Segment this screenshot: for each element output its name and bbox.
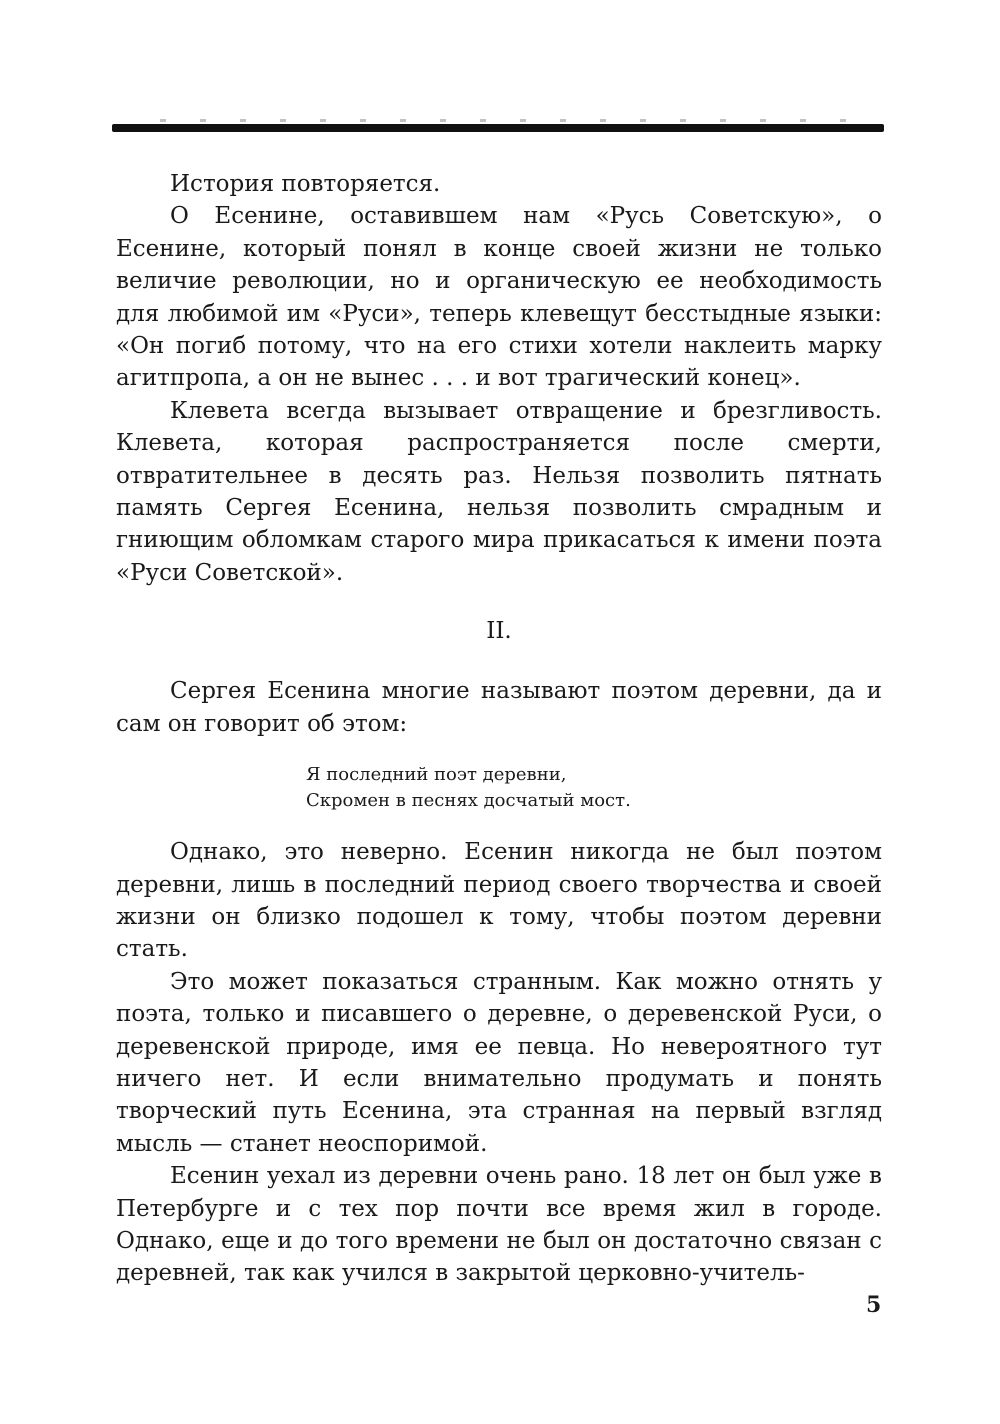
text-block bbox=[116, 168, 882, 1290]
verse-quote bbox=[306, 762, 882, 814]
paragraph-6: Это может показаться странным. Как можно отнять у поэта, только и писавшего о деревне, о деревенской Руси, о деревенской природе, имя ее певца. Но невероятного тут ничего нет. И если внимательно продумать и понять творческий путь Есенина, эта странная на первый взгляд мысль — станет неоспоримой. bbox=[116, 968, 882, 1157]
paragraph-1: История повторяется. bbox=[170, 171, 441, 197]
paragraph-2: О Есенине, оставившем нам «Русь Советскую», о Есенине, который понял в конце своей жизни не только величие революции, но и органическую ее необходимость для любимой им «Руси», теперь клевещут бесстыдные языки: «Он погиб потому, что на его стихи хотели наклеить марку агитпропа, а он не вынес . . . и вот трагический конец». bbox=[116, 203, 882, 392]
top-rule-texture bbox=[160, 119, 850, 122]
top-rule bbox=[112, 124, 884, 132]
verse-line-1: Я последний поэт деревни, bbox=[306, 764, 567, 786]
paragraph-5: Однако, это неверно. Есенин никогда не был поэтом деревни, лишь в последний период своего творчества и своей жизни он близко подошел к тому, чтобы поэтом деревни стать. bbox=[116, 839, 882, 963]
paragraph-7: Есенин уехал из деревни очень рано. 18 лет он был уже в Петербурге и с тех пор почти все время жил в городе. Однако, еще и до того времени не был он достаточно связан с деревней, так как учился в закрытой церковно-учитель- bbox=[116, 1163, 882, 1287]
section-number: II. bbox=[486, 618, 512, 645]
paragraph-3: Клевета всегда вызывает отвращение и брезгливость. Клевета, которая распространяется после смерти, отвратительнее в десять раз. Нельзя позволить пятнать память Сергея Есенина, нельзя позволить смрадным и гниющим обломкам старого мира прикасаться к имени поэта «Руси Советской». bbox=[116, 397, 882, 586]
page-number: 5 bbox=[866, 1292, 882, 1318]
paragraph-4: Сергея Есенина многие называют поэтом деревни, да и сам он говорит об этом: bbox=[116, 678, 882, 737]
verse-line-2: Скромен в песнях досчатый мост. bbox=[306, 790, 631, 812]
